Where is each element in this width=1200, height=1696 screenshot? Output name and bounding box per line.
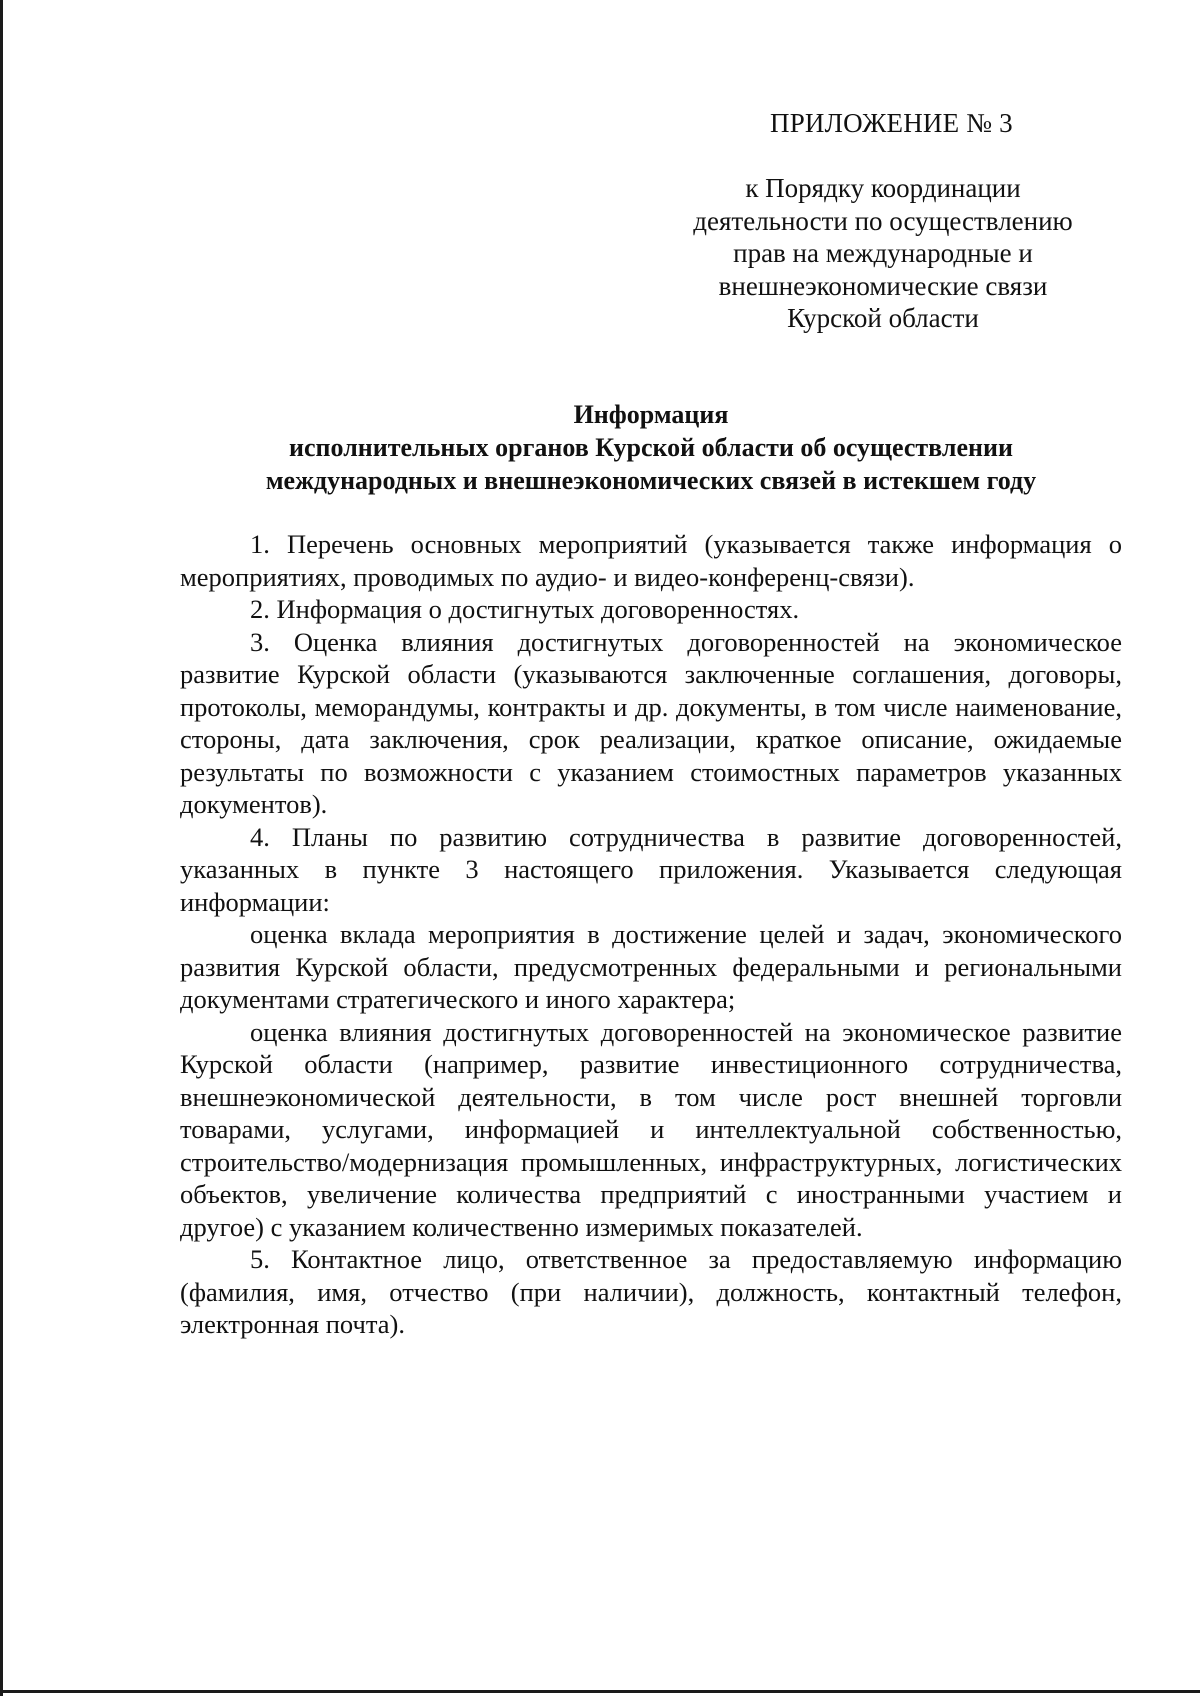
appendix-reference bbox=[658, 172, 1108, 335]
scan-border-left bbox=[0, 0, 3, 1696]
heading-line: Информация bbox=[573, 400, 729, 429]
heading-line: международных и внешнеэкономических связей в истекшем году bbox=[265, 466, 1037, 495]
document-body bbox=[180, 528, 1122, 1341]
paragraph-subitem-impact: оценка влияния достигнутых договоренностей на экономическое развитие Курской области (например, развитие инвестиционного сотрудничества, внешнеэкономической деятельности, в том числе рост внешней торговли товарами, услугами, информацией и интеллектуальной собственностью, строительство/модернизация промышленных, инфраструктурных, логистических объектов, увеличение количества предприятий с иностранными участием и другое) с указанием количественно измеримых показателей. bbox=[180, 1016, 1122, 1242]
heading-line: исполнительных органов Курской области об осуществлении bbox=[289, 433, 1013, 462]
paragraph-item-3: 3. Оценка влияния достигнутых договоренностей на экономическое развитие Курской области (указываются заключенные соглашения, договоры, протоколы, меморандумы, контракты и др. документы, в том числе наименование, стороны, дата заключения, срок реализации, краткое описание, ожидаемые результаты по возможности с указанием стоимостных параметров указанных документов). bbox=[180, 626, 1122, 819]
paragraph-item-2: 2. Информация о достигнутых договоренностях. bbox=[250, 594, 800, 624]
document-page bbox=[180, 0, 1122, 1696]
paragraph-item-4: 4. Планы по развитию сотрудничества в развитие договоренностей, указанных в пункте 3 настоящего приложения. Указывается следующая информации: bbox=[180, 821, 1122, 917]
appendix-reference-line: прав на международные и bbox=[733, 238, 1033, 268]
appendix-title: ПРИЛОЖЕНИЕ № 3 bbox=[770, 108, 1013, 138]
appendix-reference-line: к Порядку координации bbox=[745, 173, 1021, 203]
paragraph-subitem-contribution: оценка вклада мероприятия в достижение целей и задач, экономического развития Курской области, предусмотренных федеральными и региональными документами стратегического и иного характера; bbox=[180, 919, 1122, 1014]
appendix-reference-line: Курской области bbox=[787, 303, 979, 333]
paragraph-item-5: 5. Контактное лицо, ответственное за предоставляемую информацию (фамилия, имя, отчество (при наличии), должность, контактный телефон, электронная почта). bbox=[180, 1244, 1122, 1339]
appendix-reference-line: внешнеэкономические связи bbox=[718, 270, 1048, 301]
appendix-reference-line: деятельности по осуществлению bbox=[693, 205, 1073, 236]
document-heading bbox=[180, 398, 1122, 497]
paragraph-item-1: 1. Перечень основных мероприятий (указывается также информация о мероприятиях, проводимых по аудио- и видео-конференц-связи). bbox=[180, 529, 1122, 592]
